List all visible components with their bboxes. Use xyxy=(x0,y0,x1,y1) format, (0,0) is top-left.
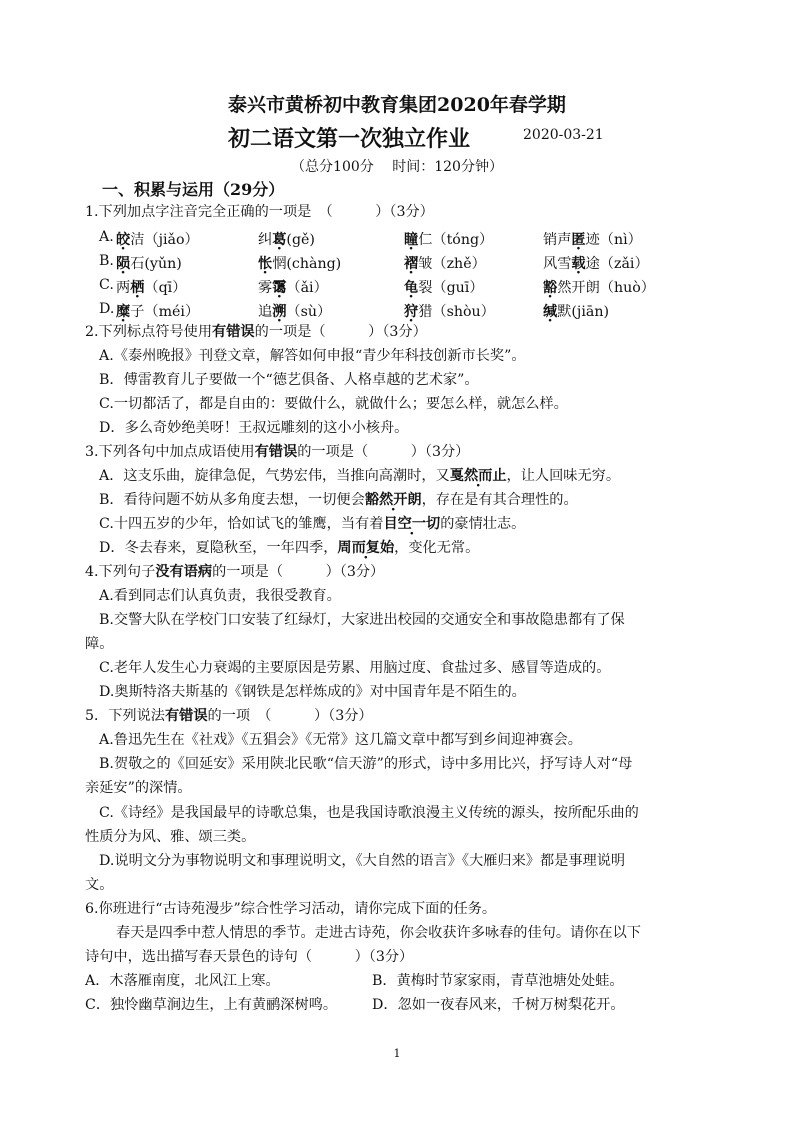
question-2-stem: 2.下列标点符号使用有错误的一项是（ ）（3分） xyxy=(85,324,427,340)
question-4-option-d: D.奥斯特洛夫斯基的《钢铁是怎样炼成的》对中国青年是不陌生的。 xyxy=(99,684,526,700)
question-2-option-a: A.《泰州晚报》刊登文章，解答如何申报“青少年科技创新市长奖”。 xyxy=(99,348,526,364)
question-5-option-d-line2: 文。 xyxy=(85,877,114,893)
question-5-option-b-line2: 亲延安”的深情。 xyxy=(85,780,192,796)
question-2-option-b: B．傅雷教育儿子要做一个“德艺俱备、人格卓越的艺术家”。 xyxy=(99,372,479,388)
question-4-option-a: A.看到同志们认真负责，我很受教育。 xyxy=(99,588,341,604)
question-5-option-d-line1: D.说明文分为事物说明文和事理说明文，《大自然的语言》《大雁归来》都是事理说明 xyxy=(99,853,626,869)
exam-page: 泰兴市黄桥初中教育集团2020年春学期 初二语文第一次独立作业 2020-03-21 （总分100分 时间：120分钟） 一、积累与运用（29分） 1.下列加点字注音完全正确的一项是 （ ）（3分） A. 皎洁（jiǎo） 纠葛(gě) 瞳仁（tóng） 销声匿迹（nì） B. 陨石(yǔn) 怅惘(chàng) 褶皱（zhě） 风雪载途（zǎi） C. 两栖（qī） 雾霭（ǎi） 龟裂（guī） 豁然开朗（huò） D. 糜子（méi） 追溯（sù） 狩猎（shòu） 缄默(jiān) 2.下列标点符号使用有错误的一项是（ ）（3分） A.《泰州晚报》刊登文章，解答如何申报“青少年科技创新市长奖”。 B．傅雷教育儿子要做一个“德艺俱备、人格卓越的艺术家”。 C.一切都活了，都是自由的：要做什么，就做什么；要怎么样，就怎么样。 D．多么奇妙绝美呀！王叔远雕刻的这小小核舟。 3.下列各句中加点成语使用有错误的一项是（ ）（3分） A．这支乐曲，旋律急促，气势宏伟，当推向高潮时，又戛然而止，让人回味无穷。 B．看待问题不妨从多角度去想，一切便会豁然开朗，存在是有其合理性的。 C.十四五岁的少年，恰如试飞的雏鹰，当有着目空一切的豪情壮志。 D．冬去春来，夏隐秋至，一年四季，周而复始，变化无常。 4.下列句子没有语病的一项是（ ）（3分） A.看到同志们认真负责，我很受教育。 B.交警大队在学校门口安装了红绿灯，大家进出校园的交通安全和事故隐患都有了保 障。 C.老年人发生心力衰竭的主要原因是劳累、用脑过度、食盐过多、感冒等造成的。 D.奥斯特洛夫斯基的《钢铁是怎样炼成的》对中国青年是不陌生的。 5．下列说法有错误的一项 （ ）（3分） A.鲁迅先生在《社戏》《五猖会》《无常》这几篇文章中都写到乡间迎神赛会。 B.贺敬之的《回延安》采用陕北民歌“信天游”的形式，诗中多用比兴，抒写诗人对“母 亲延安”的深情。 C.《诗经》是我国最早的诗歌总集，也是我国诗歌浪漫主义传统的源头，按所配乐曲的 性质分为风、雅、颂三类。 D.说明文分为事物说明文和事理说明文，《大自然的语言》《大雁归来》都是事理说明 文。 6.你班进行“古诗苑漫步”综合性学习活动，请你完成下面的任务。 春天是四季中惹人情思的季节。走进古诗苑，你会收获许多咏春的佳句。请你在以下 诗句中，选出描写春天景色的诗句（ ）（3分） A．木落雁南度，北风江上寒。 B．黄梅时节家家雨，青草池塘处处蛙。 C．独怜幽草涧边生，上有黄鹂深树鸣。 D．忽如一夜春风来，千树万树梨花开。 1 xyxy=(0,0,794,1124)
question-6-paragraph-line1: 春天是四季中惹人情思的季节。走进古诗苑，你会收获许多咏春的佳句。请你在以下 xyxy=(116,925,641,941)
question-3-option-c: C.十四五岁的少年，恰如试飞的雏鹰，当有着目空一切的豪情壮志。 xyxy=(99,516,526,532)
question-4-option-b-line1: B.交警大队在学校门口安装了红绿灯，大家进出校园的交通安全和事故隐患都有了保 xyxy=(99,612,625,628)
exam-date: 2020-03-21 xyxy=(523,127,604,143)
question-3-stem: 3.下列各句中加点成语使用有错误的一项是（ ）（3分） xyxy=(85,444,470,460)
question-3-option-b: B．看待问题不妨从多角度去想，一切便会豁然开朗，存在是有其合理性的。 xyxy=(99,492,578,508)
question-4-option-b-line2: 障。 xyxy=(85,636,114,652)
question-4-stem: 4.下列句子没有语病的一项是（ ）（3分） xyxy=(85,564,385,580)
question-6-paragraph-line2: 诗句中，选出描写春天景色的诗句（ ）（3分） xyxy=(85,949,414,965)
question-5-option-b-line1: B.贺敬之的《回延安》采用陕北民歌“信天游”的形式，诗中多用比兴，抒写诗人对“母 xyxy=(99,756,633,772)
question-4-option-c: C.老年人发生心力衰竭的主要原因是劳累、用脑过度、食盐过多、感冒等造成的。 xyxy=(99,660,611,676)
question-5-stem: 5．下列说法有错误的一项 （ ）（3分） xyxy=(85,708,373,724)
question-6-option-b: B．黄梅时节家家雨，青草池塘处处蛙。 xyxy=(372,973,624,989)
question-5-option-c-line2: 性质分为风、雅、颂三类。 xyxy=(85,829,256,845)
score-time-info: （总分100分 时间：120分钟） xyxy=(291,159,503,175)
question-6-option-d: D．忽如一夜春风来，千树万树梨花开。 xyxy=(372,997,625,1013)
question-6-option-c: C．独怜幽草涧边生，上有黄鹂深树鸣。 xyxy=(85,997,338,1013)
question-6-stem: 6.你班进行“古诗苑漫步”综合性学习活动，请你完成下面的任务。 xyxy=(85,901,497,917)
question-6-option-a: A．木落雁南度，北风江上寒。 xyxy=(85,973,280,989)
question-2-option-c: C.一切都活了，都是自由的：要做什么，就做什么；要怎么样，就怎么样。 xyxy=(99,396,568,412)
question-1-stem: 1.下列加点字注音完全正确的一项是 （ ）（3分） xyxy=(85,204,434,220)
exam-title: 泰兴市黄桥初中教育集团2020年春学期 xyxy=(228,94,566,116)
question-5-option-a: A.鲁迅先生在《社戏》《五猖会》《无常》这几篇文章中都写到乡间迎神赛会。 xyxy=(99,732,582,748)
question-5-option-c-line1: C.《诗经》是我国最早的诗歌总集，也是我国诗歌浪漫主义传统的源头，按所配乐曲的 xyxy=(99,805,639,821)
section-heading: 一、积累与运用（29分） xyxy=(102,180,285,199)
question-3-option-a: A．这支乐曲，旋律急促，气势宏伟，当推向高潮时，又戛然而止，让人回味无穷。 xyxy=(99,468,621,484)
exam-subtitle: 初二语文第一次独立作业 xyxy=(228,126,471,152)
question-3-option-d: D．冬去春来，夏隐秋至，一年四季，周而复始，变化无常。 xyxy=(99,540,480,556)
page-number: 1 xyxy=(393,1047,401,1060)
question-2-option-d: D．多么奇妙绝美呀！王叔远雕刻的这小小核舟。 xyxy=(99,420,409,436)
